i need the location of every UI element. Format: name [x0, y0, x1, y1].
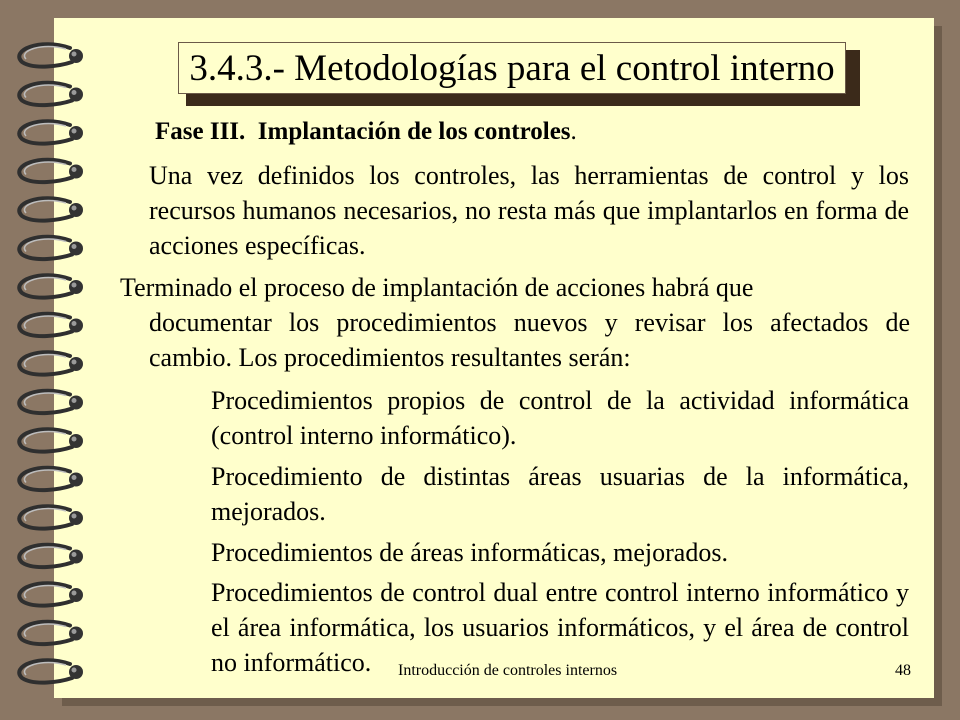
paragraph-2-rest: documentar los procedimientos nuevos y revisar los afectados de cambio. Los procedimientos resultantes serán: [149, 308, 910, 372]
list-item: Procedimientos de control dual entre control interno informático y el área informática, los usuarios informáticos, y el área de control no informático. [211, 578, 909, 677]
phase-heading [155, 114, 577, 149]
title-box [178, 42, 846, 94]
spiral-ring-icon [19, 121, 83, 143]
spiral-ring-icon [19, 506, 83, 528]
spiral-ring-icon [19, 391, 83, 413]
phase-period: . [570, 118, 577, 145]
footer-text: Introducción de controles internos [398, 662, 618, 679]
spiral-ring-icon [19, 160, 83, 182]
list-item: Procedimientos propios de control de la actividad informática (control interno informático). [211, 386, 909, 450]
spiral-ring-icon [19, 275, 83, 297]
list-item: Procedimientos de áreas informáticas, mejorados. [211, 538, 728, 567]
spiral-ring-icon [19, 429, 83, 451]
spiral-ring-icon [19, 622, 83, 644]
list-item: Procedimiento de distintas áreas usuarias de la informática, mejorados. [211, 462, 909, 526]
spiral-ring-icon [19, 352, 83, 374]
spiral-ring-icon [19, 44, 83, 66]
slide-title: 3.4.3.- Metodologías para el control interno [189, 47, 835, 89]
phase-label: Fase III. [155, 118, 246, 145]
spiral-ring-icon [19, 468, 83, 490]
spiral-ring-icon [19, 314, 83, 336]
paragraph-2 [120, 270, 910, 375]
phase-title: Implantación de los controles [257, 118, 571, 145]
page-number: 48 [895, 662, 911, 679]
spiral-ring-icon [19, 583, 83, 605]
spiral-ring-icon [19, 545, 83, 567]
spiral-ring-icon [19, 83, 83, 105]
paragraph-1: Una vez definidos los controles, las herramientas de control y los recursos humanos necesarios, no resta más que implantarlos en forma de acciones específicas. [149, 161, 909, 260]
paragraph-2-first-line: Terminado el proceso de implantación de acciones habrá que [120, 273, 754, 302]
spiral-ring-icon [19, 237, 83, 259]
spiral-binding [0, 0, 110, 720]
spiral-ring-icon [19, 660, 83, 682]
spiral-ring-icon [19, 198, 83, 220]
